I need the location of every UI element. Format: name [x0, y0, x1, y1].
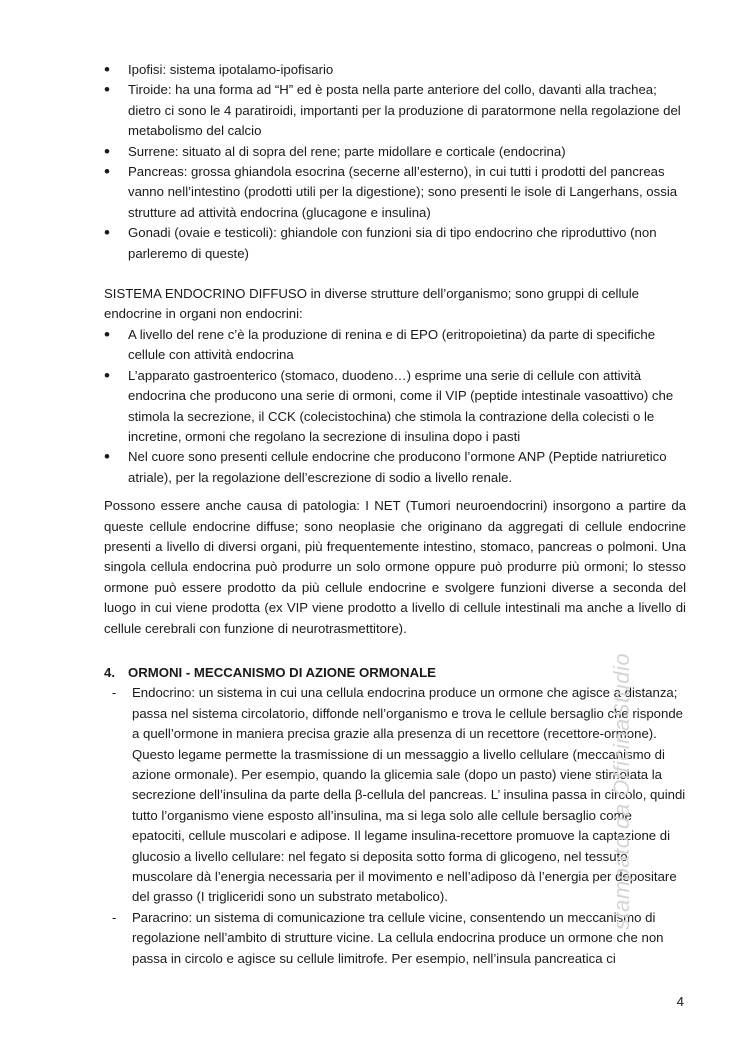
pathology-paragraph: Possono essere anche causa di patologia: I NET (Tumori neuroendocrini) insorgono a partire da queste cellule endocrine diffuse; sono neoplasie che originano da aggregati di cellule endocrine presenti a livello di diversi organi, più frequentemente intestino, stomaco, pancreas o polmoni. Una singola cellula endocrina può produrre un solo ormone oppure può produrre più ormoni; lo stesso ormone può essere prodotto da più cellule endocrine e svolgere funzioni diverse a seconda del luogo in cui viene prodotta (ex VIP viene prodotto a livello di cellule intestinali ma anche a livello di cellule cerebrali con funzione di neurotrasmettitore).: [104, 498, 686, 636]
list-item: • Gonadi (ovaie e testicoli): ghiandole con funzioni sia di tipo endocrino che riproduttivo (non parleremo di queste): [104, 223, 686, 264]
watermark: stampato da OfficinaStudio: [609, 652, 634, 930]
page-content: [104, 60, 686, 969]
list-item: • Tiroide: ha una forma ad “H” ed è posta nella parte anteriore del collo, davanti alla trachea; dietro ci sono le 4 paratiroidi, importanti per la produzione di paratormone nella regolazione del metabolismo del calcio: [104, 80, 686, 141]
list-item: • L’apparato gastroenterico (stomaco, duodeno…) esprime una serie di cellule con attività endocrina che producono una serie di ormoni, come il VIP (peptide intestinale vasoattivo) che stimola la secrezione, il CCK (colecistochina) che stimola la contrazione della colecisti o le incretine, ormoni che regolano la secrezione di insulina dopo i pasti: [104, 366, 686, 448]
endocrine-organs-list: [104, 60, 686, 264]
mechanisms-list: [104, 683, 686, 969]
list-item: • Nel cuore sono presenti cellule endocrine che producono l’ormone ANP (Peptide natriuretico atriale), per la regolazione dell’escrezione di sodio a livello renale.: [104, 447, 686, 488]
diffuse-system-intro: SISTEMA ENDOCRINO DIFFUSO in diverse strutture dell’organismo; sono gruppi di cellule endocrine in organi non endocrini:: [104, 286, 640, 322]
spacer: [104, 639, 686, 663]
spacer: [104, 488, 686, 496]
list-item: • A livello del rene c’è la produzione di renina e di EPO (eritropoietina) da parte di specifiche cellule con attività endocrina: [104, 325, 686, 366]
spacer: [104, 264, 686, 284]
diffuse-system-list: [104, 325, 686, 488]
section-title: ORMONI - MECCANISMO DI AZIONE ORMONALE: [128, 664, 436, 680]
list-item: - Paracrino: un sistema di comunicazione tra cellule vicine, consentendo un meccanismo di regolazione nell’ambito di strutture vicine. La cellula endocrina produce un ormone che non passa in circolo e agisce su cellule limitrofe. Per esempio, nell’insula pancreatica ci: [104, 908, 686, 969]
list-item: • Pancreas: grossa ghiandola esocrina (secerne all’esterno), in cui tutti i prodotti del pancreas vanno nell’intestino (prodotti utili per la digestione); sono presenti le isole di Langerhans, ossia strutture ad attività endocrina (glucagone e insulina): [104, 162, 686, 223]
section-heading: [104, 663, 686, 683]
section-number: 4.: [104, 664, 115, 680]
list-item: • Ipofisi: sistema ipotalamo-ipofisario: [104, 60, 686, 80]
list-item: • Surrene: situato al di sopra del rene; parte midollare e corticale (endocrina): [104, 142, 686, 162]
page-number: 4: [676, 994, 684, 1009]
list-item: - Endocrino: un sistema in cui una cellula endocrina produce un ormone che agisce a distanza; passa nel sistema circolatorio, diffonde nell’organismo e trova le cellule bersaglio che risponde a quell’ormone in maniera precisa grazie alla presenza di un recettore (recettore-ormone). Questo legame permette la trasmissione di un messaggio a livello cellulare (meccanismo di azione ormonale). Per esempio, quando la glicemia sale (dopo un pasto) viene stimolata la secrezione dell’insulina da parte della β-cellula del pancreas. L’ insulina passa in circolo, quindi tutto l’organismo viene esposto all’insulina, ma si lega solo alle cellule bersaglio come epatociti, cellule muscolari e adipose. Il legame insulina-recettore promuove la captazione di glucosio a livello cellulare: nel fegato si deposita sotto forma di glicogeno, nel tessuto muscolare dà l’energia necessaria per il movimento e nell’adiposo dà l’energia per depositare del grasso (I trigliceridi sono un substrato metabolico).: [104, 683, 686, 907]
